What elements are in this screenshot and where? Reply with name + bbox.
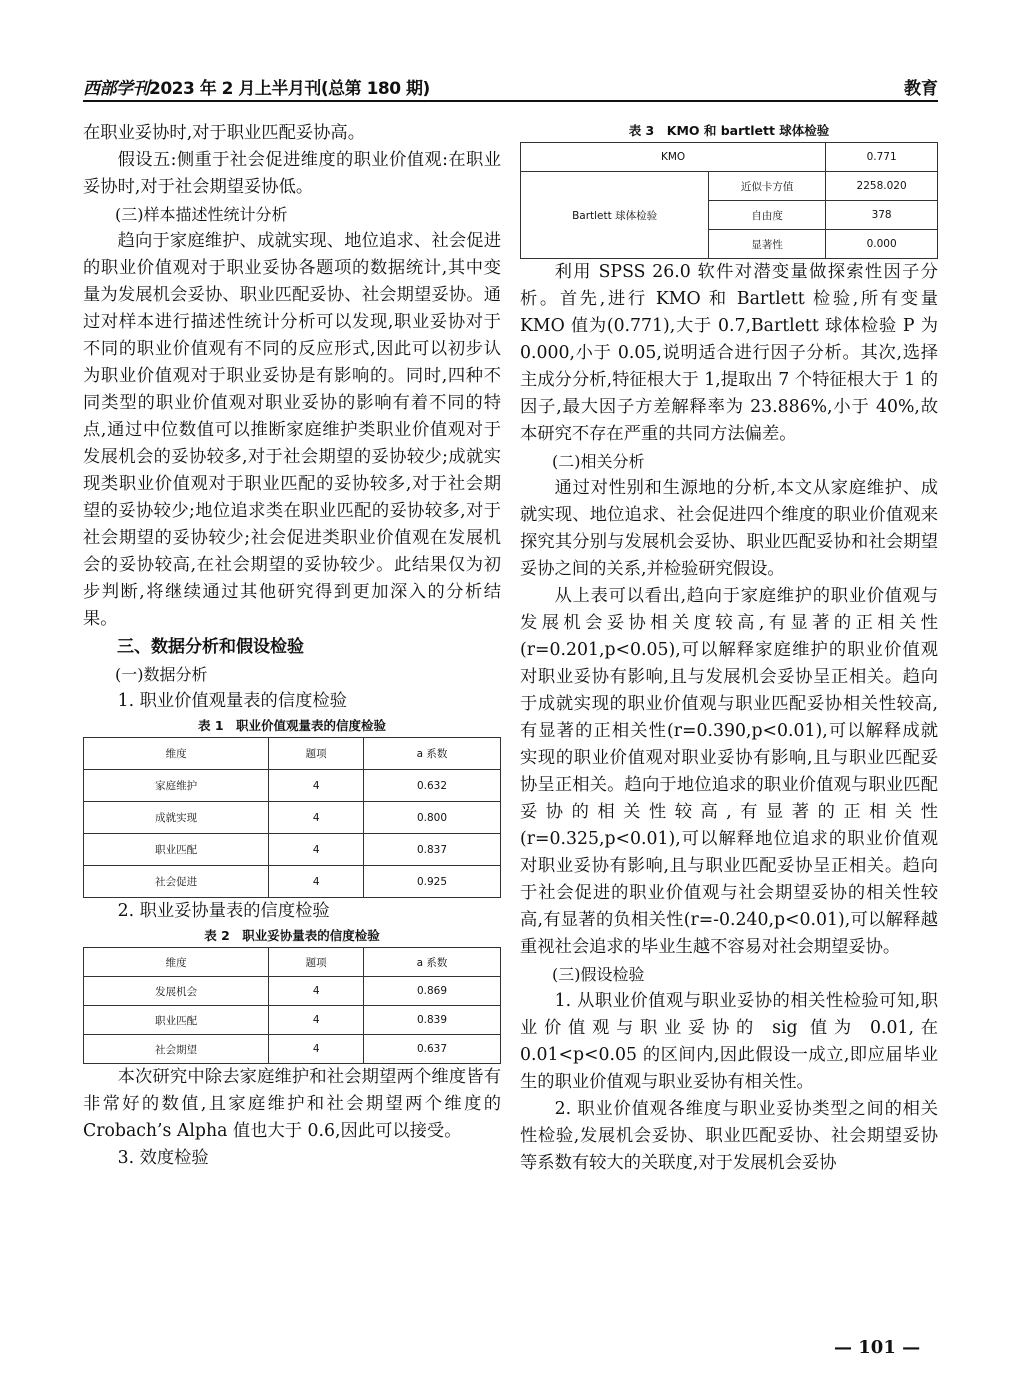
- table-cell: KMO: [521, 143, 826, 172]
- paragraph: 利用 SPSS 26.0 软件对潜变量做探索性因子分析。首先,进行 KMO 和 Bartlett 检验,所有变量 KMO 值为(0.771),大于 0.7,Bartlett 球体检验 P 为 0.000,小于 0.05,说明适合进行因子分析。其次,选择主成分分析,特征根大于 1,提取出 7 个特征根大于 1 的因子,最大因子方差解释率为 23.886%,小于 40%,故本研究不存在严重的共同方法偏差。: [520, 262, 938, 444]
- table-caption: 表 1 职业价值观量表的信度检验: [197, 718, 387, 733]
- paragraph: 2. 职业价值观各维度与职业妥协类型之间的相关性检验,发展机会妥协、职业匹配妥协、社会期望妥协等系数有较大的关联度,对于发展机会妥协: [520, 1099, 938, 1173]
- paragraph: 1. 从职业价值观与职业妥协的相关性检验可知,职业价值观与职业妥协的 sig 值为 0.01,在 0.01<p<0.05 的区间内,因此假设一成立,即应届毕业生的职业价值观与职业妥协有相关性。: [520, 991, 938, 1092]
- page-number: — 101 —: [834, 1337, 921, 1358]
- table-cell: 社会期望: [84, 1035, 269, 1064]
- table-cell: 显著性: [709, 230, 826, 259]
- table-cell: 4: [269, 1035, 364, 1064]
- table-header-row: [84, 738, 501, 770]
- paragraph: 通过对性别和生源地的分析,本文从家庭维护、成就实现、地位追求、社会促进四个维度的职业价值观来探究其分别与发展机会妥协、职业匹配妥协和社会期望妥协之间的关系,并检验研究假设。: [520, 478, 938, 579]
- section-heading: 三、数据分析和假设检验: [117, 637, 304, 657]
- table-cell: 4: [269, 866, 364, 898]
- table-cell: 近似卡方值: [709, 172, 826, 201]
- table-cell: 0.925: [364, 866, 501, 898]
- table-row: [84, 834, 501, 866]
- table-cell: 0.000: [826, 230, 938, 259]
- table-cell: 4: [269, 802, 364, 834]
- table-cell: Bartlett 球体检验: [521, 172, 709, 259]
- table-3: [520, 142, 938, 259]
- table-2: [83, 947, 501, 1064]
- table-cell: 378: [826, 201, 938, 230]
- table-cell: 4: [269, 977, 364, 1006]
- left-column: [83, 120, 501, 1172]
- table-cell: 4: [269, 770, 364, 802]
- table-cell: 0.771: [826, 143, 938, 172]
- table-header: a 系数: [364, 738, 501, 770]
- subsection-heading: (三)假设检验: [552, 965, 645, 984]
- section-label: 教育: [904, 79, 938, 99]
- list-item: 3. 效度检验: [117, 1148, 209, 1168]
- table-header: 维度: [84, 738, 269, 770]
- page-header: [83, 74, 938, 102]
- table-row: [521, 172, 938, 201]
- journal-logo: 西部学刊: [83, 79, 149, 99]
- subsection-heading: (一)数据分析: [115, 665, 208, 684]
- table-cell: 职业匹配: [84, 834, 269, 866]
- list-item: 2. 职业妥协量表的信度检验: [117, 901, 330, 921]
- subsection-heading: (三)样本描述性统计分析: [115, 205, 288, 224]
- table-cell: 0.869: [364, 977, 501, 1006]
- table-row: [84, 770, 501, 802]
- table-caption: 表 2 职业妥协量表的信度检验: [204, 928, 380, 943]
- paragraph: 从上表可以看出,趋向于家庭维护的职业价值观与发展机会妥协相关度较高,有显著的正相关性(r=0.201,p<0.05),可以解释家庭维护的职业价值观对职业妥协有影响,且与发展机会妥协呈正相关。趋向于成就实现的职业价值观与职业匹配妥协相关性较高,有显著的正相关性(r=0.390,p<0.01),可以解释成就实现的职业价值观对职业妥协有影响,且与职业匹配妥协呈正相关。趋向于地位追求的职业价值观与职业匹配妥协的相关性较高,有显著的正相关性(r=0.325,p<0.01),可以解释地位追求的职业价值观对职业妥协有影响,且与职业匹配妥协呈正相关。趋向于社会促进的职业价值观与社会期望妥协的相关性较高,有显著的负相关性(r=-0.240,p<0.01),可以解释越重视社会追求的毕业生越不容易对社会期望妥协。: [520, 586, 938, 957]
- table-row: [84, 802, 501, 834]
- table-cell: 0.632: [364, 770, 501, 802]
- table-cell: 0.800: [364, 802, 501, 834]
- table-caption: 表 3 KMO 和 bartlett 球体检验: [628, 123, 830, 138]
- hypothesis-five: 假设五:侧重于社会促进维度的职业价值观:在职业妥协时,对于社会期望妥协低。: [83, 150, 501, 197]
- table-cell: 0.839: [364, 1006, 501, 1035]
- table-cell: 2258.020: [826, 172, 938, 201]
- table-cell: 4: [269, 834, 364, 866]
- table-cell: 自由度: [709, 201, 826, 230]
- paragraph: 本次研究中除去家庭维护和社会期望两个维度皆有非常好的数值,且家庭维护和社会期望两个维度的 Crobach’s Alpha 值也大于 0.6,因此可以接受。: [83, 1067, 501, 1141]
- journal-issue: 2023 年 2 月上半月刊(总第 180 期): [149, 79, 430, 99]
- table-header: 题项: [269, 948, 364, 977]
- table-row: [84, 1035, 501, 1064]
- subsection-heading: (二)相关分析: [552, 452, 645, 471]
- table-cell: 成就实现: [84, 802, 269, 834]
- table-header: 维度: [84, 948, 269, 977]
- table-cell: 发展机会: [84, 977, 269, 1006]
- table-row: [84, 866, 501, 898]
- table-row: [84, 977, 501, 1006]
- table-row: [84, 1006, 501, 1035]
- table-row: [521, 143, 938, 172]
- table-cell: 0.837: [364, 834, 501, 866]
- table-cell: 4: [269, 1006, 364, 1035]
- table-cell: 社会促进: [84, 866, 269, 898]
- table-header: 题项: [269, 738, 364, 770]
- right-column: [520, 120, 938, 1177]
- table-cell: 0.637: [364, 1035, 501, 1064]
- table-1: [83, 737, 501, 898]
- table-cell: 家庭维护: [84, 770, 269, 802]
- table-header: a 系数: [364, 948, 501, 977]
- table-cell: 职业匹配: [84, 1006, 269, 1035]
- journal-title: [83, 74, 430, 99]
- paragraph: 趋向于家庭维护、成就实现、地位追求、社会促进的职业价值观对于职业妥协各题项的数据统计,其中变量为发展机会妥协、职业匹配妥协、社会期望妥协。通过对样本进行描述性统计分析可以发现,职业妥协对于不同的职业价值观有不同的反应形式,因此可以初步认为职业价值观对于职业妥协是有影响的。同时,四种不同类型的职业价值观对职业妥协的影响有着不同的特点,通过中位数值可以推断家庭维护类职业价值观对于发展机会的妥协较多,对于社会期望的妥协较少;成就实现类职业价值观对于职业匹配的妥协较多,对于社会期望的妥协较少;地位追求类在职业匹配的妥协较多,对于社会期望的妥协较少;社会促进类职业价值观在发展机会的妥协较高,在社会期望的妥协较少。此结果仅为初步判断,将继续通过其他研究得到更加深入的分析结果。: [83, 231, 501, 629]
- list-item: 1. 职业价值观量表的信度检验: [117, 691, 347, 711]
- paragraph: 在职业妥协时,对于职业匹配妥协高。: [83, 123, 365, 143]
- table-header-row: [84, 948, 501, 977]
